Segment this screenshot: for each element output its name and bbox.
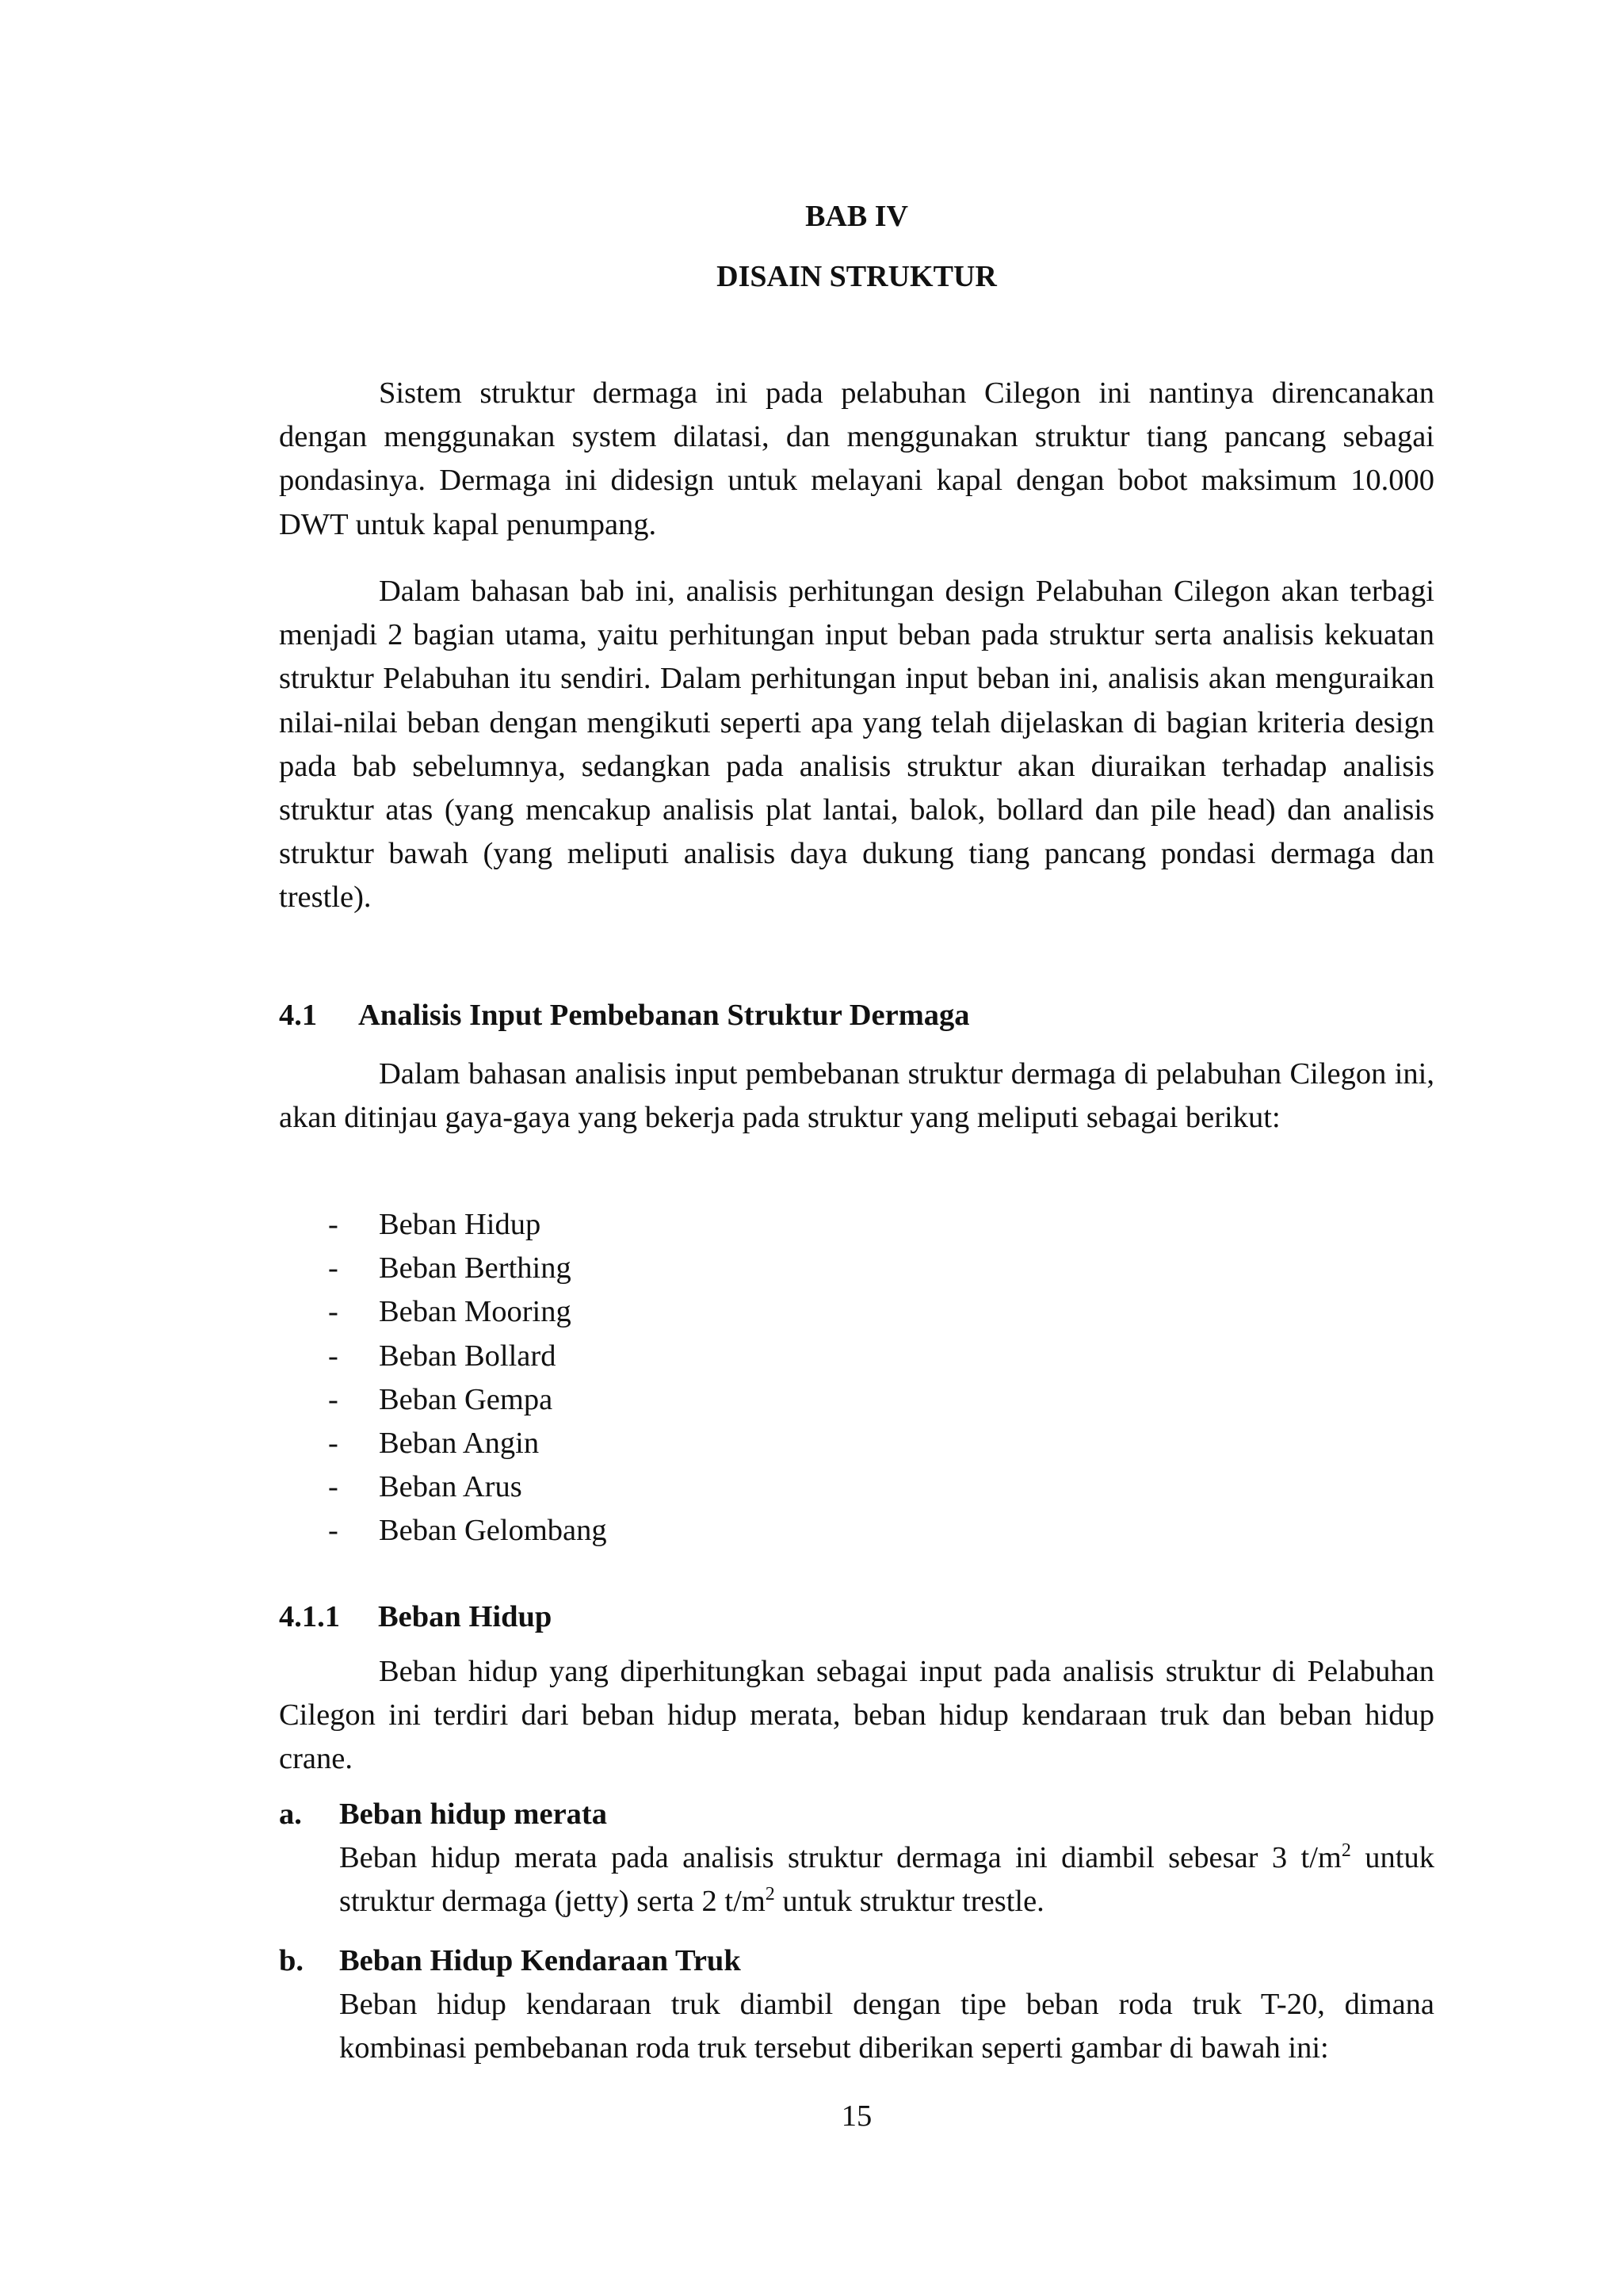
list-item: - Beban Angin xyxy=(279,1422,607,1465)
section-4-1-heading xyxy=(279,1000,970,1031)
item-letter: a. xyxy=(279,1797,302,1831)
load-list xyxy=(279,1203,607,1553)
list-item: - Beban Mooring xyxy=(279,1290,607,1334)
bullet-dash: - xyxy=(328,1295,338,1329)
item-b-text: Beban hidup kendaraan truk diambil dengan tipe beban roda truk T-20, dimana kombinasi pembebanan roda truk tersebut diberikan seperti gambar di bawah ini: xyxy=(339,1988,1434,2065)
item-b-heading xyxy=(279,1939,1434,1983)
item-a-heading xyxy=(279,1793,1434,1836)
section-4-1-1-paragraph: Beban hidup yang diperhitungkan sebagai input pada analisis struktur di Pelabuhan Cilegon ini terdiri dari beban hidup merata, beban hidup kendaraan truk dan beban hidup crane. xyxy=(279,1655,1434,1776)
bullet-dash: - xyxy=(328,1339,338,1373)
section-number: 4.1 xyxy=(279,999,318,1032)
list-item: - Beban Berthing xyxy=(279,1247,607,1290)
bullet-dash: - xyxy=(328,1426,338,1460)
item-title: Beban hidup merata xyxy=(339,1797,608,1831)
item-b-block xyxy=(279,1939,1434,2071)
list-item: - Beban Hidup xyxy=(279,1203,607,1247)
bullet-dash: - xyxy=(328,1470,338,1504)
section-title: Analisis Input Pembebanan Struktur Dermaga xyxy=(358,999,970,1032)
item-letter: b. xyxy=(279,1944,304,1977)
bullet-dash: - xyxy=(328,1251,338,1286)
item-a-block xyxy=(279,1793,1434,1924)
item-a-text: Beban hidup merata pada analisis struktur dermaga ini diambil sebesar 3 $t/m^2$ untuk struktur dermaga (jetty) serta 2 $t/m^2$ untuk struktur trestle. xyxy=(339,1840,1434,1919)
item-title: Beban Hidup Kendaraan Truk xyxy=(339,1944,741,1977)
list-item: - Beban Arus xyxy=(279,1465,607,1509)
list-item: - Beban Gempa xyxy=(279,1378,607,1422)
chapter-label: BAB IV xyxy=(805,200,908,233)
section-4-1-1-heading xyxy=(279,1602,552,1633)
section-title: Beban Hidup xyxy=(378,1600,552,1633)
bullet-dash: - xyxy=(328,1208,338,1241)
section-4-1-paragraph: Dalam bahasan analisis input pembebanan struktur dermaga di pelabuhan Cilegon ini, akan ditinjau gaya-gaya yang bekerja pada struktur yang meliputi sebagai berikut: xyxy=(279,1057,1434,1135)
intro-paragraph-2: Dalam bahasan bab ini, analisis perhitungan design Pelabuhan Cilegon akan terbagi menjadi 2 bagian utama, yaitu perhitungan input beban pada struktur serta analisis kekuatan struktur Pelabuhan itu sendiri. Dalam perhitungan input beban ini, analisis akan menguraikan nilai-nilai beban dengan mengikuti seperti apa yang telah dijelaskan di bagian kriteria design pada bab sebelumnya, sedangkan pada analisis struktur akan diuraikan terhadap analisis struktur atas (yang mencakup analisis plat lantai, balok, bollard dan pile head) dan analisis struktur bawah (yang meliputi analisis daya dukung tiang pancang pondasi dermaga dan trestle). xyxy=(279,575,1434,915)
intro-paragraph-1: Sistem struktur dermaga ini pada pelabuhan Cilegon ini nantinya direncanakan dengan menggunakan system dilatasi, dan menggunakan struktur tiang pancang sebagai pondasinya. Dermaga ini didesign untuk melayani kapal dengan bobot maksimum 10.000 DWT untuk kapal penumpang. xyxy=(279,376,1434,541)
bullet-dash: - xyxy=(328,1382,338,1416)
list-item: - Beban Bollard xyxy=(279,1335,607,1378)
bullet-dash: - xyxy=(328,1514,338,1548)
chapter-title: DISAIN STRUKTUR xyxy=(716,260,997,293)
page-number: 15 xyxy=(841,2099,873,2133)
list-item: - Beban Gelombang xyxy=(279,1509,607,1553)
section-number: 4.1.1 xyxy=(279,1600,340,1633)
